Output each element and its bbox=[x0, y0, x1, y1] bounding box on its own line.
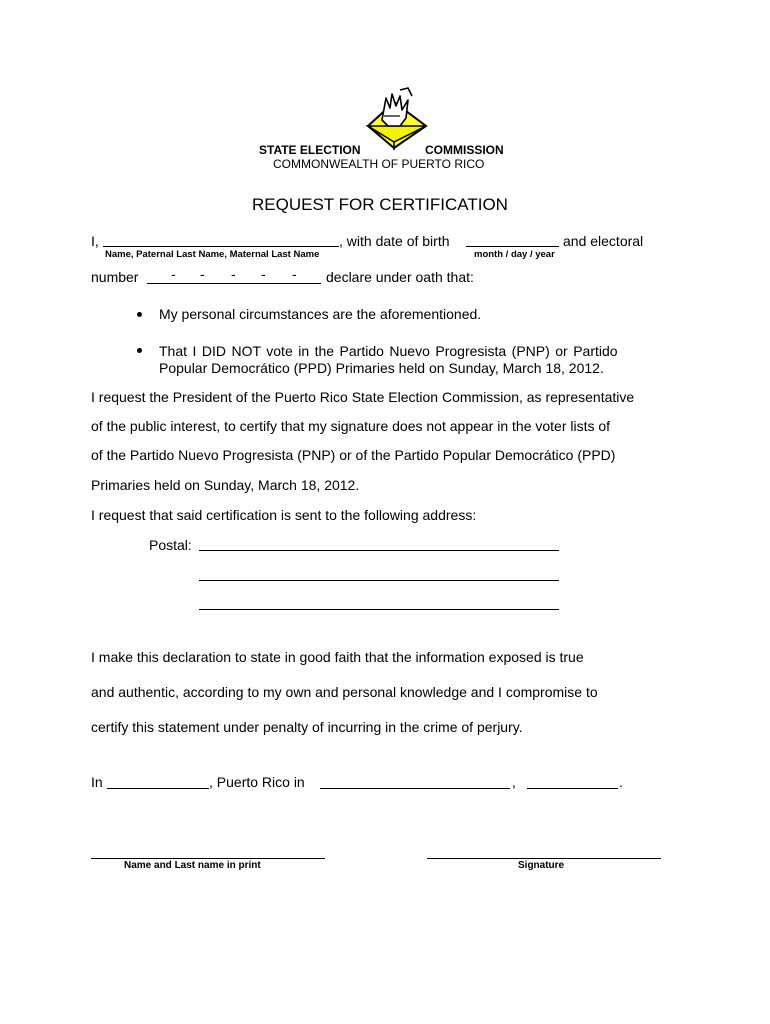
closing-line: and authentic, according to my own and personal knowledge and I compromise to bbox=[91, 684, 598, 700]
number-dash: - bbox=[200, 266, 205, 282]
period-text: . bbox=[619, 774, 623, 790]
postal-address-line-2[interactable] bbox=[199, 580, 559, 581]
org-name-left: STATE ELECTION bbox=[259, 143, 361, 157]
request-line: of the public interest, to certify that my signature does not appear in the voter lists of bbox=[91, 418, 611, 434]
in-label: In bbox=[91, 774, 103, 790]
printed-name-field[interactable] bbox=[91, 858, 325, 859]
number-dash: - bbox=[261, 266, 266, 282]
closing-line: I make this declaration to state in good faith that the information exposed is true bbox=[91, 649, 584, 665]
request-line: Primaries held on Sunday, March 18, 2012. bbox=[91, 477, 360, 493]
declaration-prefix: I, bbox=[91, 233, 99, 249]
signature-field[interactable] bbox=[427, 858, 661, 859]
bullet-did-not-vote-cont: Popular Democrático (PPD) Primaries held on Sunday, March 18, 2012. bbox=[159, 360, 604, 376]
number-dash: - bbox=[171, 266, 176, 282]
printed-name-label: Name and Last name in print bbox=[124, 860, 261, 871]
request-line: I request the President of the Puerto Rico State Election Commission, as representative bbox=[91, 389, 635, 405]
puerto-rico-text: , Puerto Rico in bbox=[209, 774, 305, 790]
bullet-icon bbox=[137, 348, 142, 353]
postal-address-line-3[interactable] bbox=[199, 609, 559, 610]
electoral-number-field[interactable] bbox=[147, 283, 321, 284]
bullet-icon bbox=[137, 312, 142, 317]
request-line: I request that said certification is sent to the following address: bbox=[91, 507, 477, 523]
signature-label: Signature bbox=[518, 860, 565, 871]
birth-date-text: , with date of birth bbox=[339, 233, 450, 249]
electoral-text: and electoral bbox=[563, 233, 644, 249]
bullet-did-not-vote: That I DID NOT vote in the Partido Nuevo Progresista (PNP) or Partido bbox=[159, 343, 618, 359]
bullet-circumstances: My personal circumstances are the aforementioned. bbox=[159, 306, 482, 322]
birth-date-field[interactable] bbox=[466, 246, 559, 247]
closing-line: certify this statement under penalty of incurring in the crime of perjury. bbox=[91, 719, 523, 735]
full-name-field[interactable] bbox=[103, 246, 339, 247]
oath-text: declare under oath that: bbox=[326, 269, 474, 285]
postal-address-line-1[interactable] bbox=[199, 550, 559, 551]
election-commission-logo-icon bbox=[360, 86, 434, 156]
day-month-field[interactable] bbox=[320, 788, 510, 789]
org-subtitle: COMMONWEALTH OF PUERTO RICO bbox=[273, 157, 485, 171]
number-label: number bbox=[91, 269, 139, 285]
year-field[interactable] bbox=[527, 788, 618, 789]
full-name-caption: Name, Paternal Last Name, Maternal Last Name bbox=[105, 249, 320, 260]
postal-label: Postal: bbox=[149, 537, 192, 553]
number-dash: - bbox=[292, 266, 297, 282]
request-line: of the Partido Nuevo Progresista (PNP) or of the Partido Popular Democrático (PPD) bbox=[91, 447, 616, 463]
birth-date-caption: month / day / year bbox=[474, 249, 555, 260]
org-name-right: COMMISSION bbox=[425, 143, 504, 157]
comma-text: , bbox=[512, 774, 516, 790]
number-dash: - bbox=[231, 266, 236, 282]
city-field[interactable] bbox=[107, 788, 209, 789]
page-title: REQUEST FOR CERTIFICATION bbox=[252, 195, 508, 214]
